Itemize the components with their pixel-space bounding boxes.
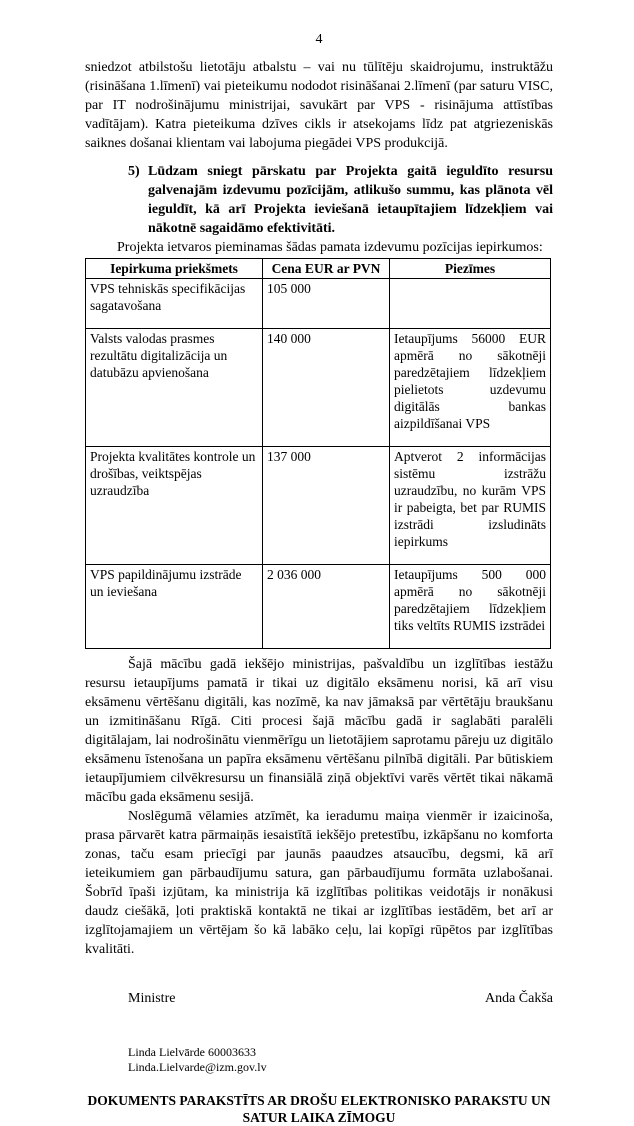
- table-row: [86, 279, 551, 329]
- e-signature-footer: [85, 1092, 553, 1126]
- paragraph-support: sniedzot atbilstošu lietotāju atbalstu – vai nu tūlītēju skaidrojumu, instruktāžu (risināšana 1.līmenī) vai pieteikumu nododot risināšanai 2.līmenī (par saturu VISC, par IT nodrošinājumu ministrijai, savukārt par VPS - risinājuma attīstības vadītājam). Katra pieteikuma dzīves cikls ir atsekojams līdz pat atgriezeniskās saiknes došanai klientam vai labojuma piegādei VPS produkcijā.: [85, 60, 553, 151]
- list-item-marker: 5): [128, 164, 140, 179]
- cell-notes: [390, 279, 551, 329]
- cell-notes: Ietaupījums 56000 EUR apmērā no sākotnēji paredzētajiem līdzekļiem pielietots uzdevumu digitālās bankas aizpildīšanai VPS: [390, 329, 551, 447]
- contact-person-phone: Linda Lielvārde 60003633: [128, 1045, 256, 1059]
- footer-line-1: DOKUMENTS PARAKSTĪTS AR DROŠU ELEKTRONISKO PARAKSTU UN: [87, 1093, 551, 1108]
- cell-price: 140 000: [263, 329, 390, 447]
- signer-role: Ministre: [128, 991, 176, 1006]
- cell-item: VPS papildinājumu izstrāde un ieviešana: [86, 565, 263, 649]
- contact-email: Linda.Lielvarde@izm.gov.lv: [128, 1060, 267, 1074]
- column-header-price: Cena EUR ar PVN: [263, 259, 390, 279]
- column-header-notes: Piezīmes: [390, 259, 551, 279]
- numbered-item-5: [128, 162, 553, 238]
- signer-name: Anda Čakša: [484, 991, 553, 1006]
- table-row: [86, 329, 551, 447]
- cell-price: 105 000: [263, 279, 390, 329]
- cell-item: Projekta kvalitātes kontrole un drošības, veiktspējas uzraudzība: [86, 447, 263, 565]
- table-intro-line: Projekta ietvaros pieminamas šādas pamata izdevumu pozīcijas iepirkumos:: [117, 240, 543, 255]
- contact-block: [128, 1045, 553, 1075]
- signature-row: [128, 989, 553, 1008]
- page-number: 4: [315, 32, 323, 47]
- table-row: [86, 447, 551, 565]
- table-row: [86, 565, 551, 649]
- cell-price: 137 000: [263, 447, 390, 565]
- cell-item: Valsts valodas prasmes rezultātu digitalizācija un datubāzu apvienošana: [86, 329, 263, 447]
- cell-price: 2 036 000: [263, 565, 390, 649]
- cell-item: VPS tehniskās specifikācijas sagatavošana: [86, 279, 263, 329]
- footer-line-2: SATUR LAIKA ZĪMOGU: [242, 1110, 396, 1125]
- table-header-row: [86, 259, 551, 279]
- paragraph-savings: Šajā mācību gadā iekšējo ministrijas, pašvaldību un izglītības iestāžu resursu ietaupījums pamatā ir tikai uz digitālo eksāmenu norisi, kā arī visu eksāmenu vērtēšanu digitāli, kas nozīmē, ka nav jāmaksā par vērtētāju braukšanu un izmitināšanu Rīgā. Citi procesi šajā mācību gadā ir saglabāti paralēli digitālajam, lai nodrošinātu vienmērīgu un lietotājiem saprotamu pāreju uz digitālo eksāmenu īstenošana un papīra eksāmenu vērtēšanu pilnībā digitāli. Par būtiskiem ietaupījumiem cilvēkresursu un finansiālā ziņā objektīvi varēs vērtēt tikai nākamā mācību gada eksāmenu sesijā.: [85, 657, 553, 805]
- cell-notes: Aptverot 2 informācijas sistēmu izstrāžu uzraudzību, no kurām VPS ir pabeigta, bet par RUMIS izstrādi izsludināts iepirkums: [390, 447, 551, 565]
- cell-notes: Ietaupījums 500 000 apmērā no sākotnēji paredzētajiem līdzekļiem tiks veltīts RUMIS izstrādei: [390, 565, 551, 649]
- expenses-table: [85, 258, 551, 649]
- list-item-text: Lūdzam sniegt pārskatu par Projekta gaitā ieguldīto resursu galvenajām izdevumu pozīcijām, atlikušo summu, kas plānota vēl ieguldīt, kā arī Projekta ieviešanā ietaupītajiem līdzekļiem vai nākotnē sagaidāmo efektivitāti.: [148, 164, 553, 236]
- paragraph-conclusion: Noslēgumā vēlamies atzīmēt, ka ieradumu maiņa vienmēr ir izaicinoša, prasa pārvarēt katra pārmaiņās iesaistītā iekšējo pretestību, izkāpšanu no komforta zonas, taču esam priecīgi par jaunās paaudzes atsaucību, degsmi, kā arī ieteikumiem gan pārbaudījumu satura, gan pārbaudījumu formāta uzlabošanai. Šobrīd īpaši izjūtam, ka ministrija kā izglītības politikas veidotājs ir nonākusi daudz ciešākā, ļoti praktiskā kontaktā ne tikai ar izglītības iestādēm, bet arī ar izglītojamajiem un vērtējam šo kā labāko ceļu, lai kopīgi rūpētos par izglītības kvalitāti.: [85, 809, 553, 957]
- column-header-subject: Iepirkuma priekšmets: [86, 259, 263, 279]
